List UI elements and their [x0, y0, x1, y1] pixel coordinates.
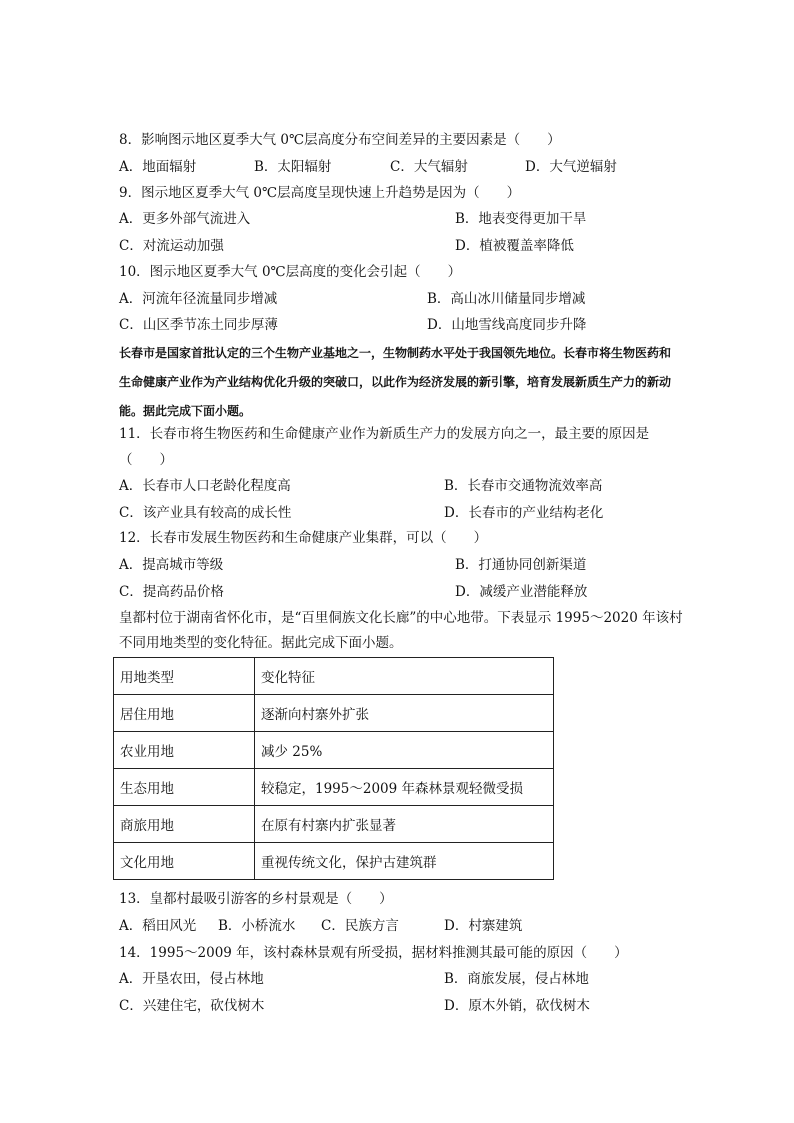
question-8-option-d: D．大气逆辐射 [525, 159, 617, 175]
question-14-option-b: B．商旅发展，侵占林地 [444, 971, 589, 987]
table-header-row [114, 658, 554, 695]
table-cell: 逐渐向村寨外扩张 [255, 695, 554, 732]
table-header-cell: 变化特征 [255, 658, 554, 695]
question-9-option-d: D．植被覆盖率降低 [455, 238, 574, 254]
question-14-option-a: A．开垦农田，侵占林地 [119, 971, 264, 987]
question-10-option-b: B．高山冰川储量同步增减 [427, 291, 586, 307]
table-row [114, 769, 554, 806]
table-cell: 在原有村寨内扩张显著 [255, 806, 554, 843]
question-9-option-b: B．地表变得更加干旱 [455, 211, 587, 227]
question-12-option-c: C．提高药品价格 [119, 584, 224, 600]
question-14-option-c: C．兴建住宅，砍伐树木 [119, 998, 265, 1014]
question-10-option-c: C．山区季节冻土同步厚薄 [119, 317, 278, 333]
question-13-option-c: C．民族方言 [321, 918, 399, 934]
table-cell: 减少 25% [255, 732, 554, 769]
table-row [114, 695, 554, 732]
question-10-option-d: D．山地雪线高度同步升降 [427, 317, 587, 333]
question-11-stem: 11．长春市将生物医药和生命健康产业作为新质生产力的发展方向之一，最主要的原因是 [119, 426, 650, 442]
question-8-stem: 8．影响图示地区夏季大气 0℃层高度分布空间差异的主要因素是（ ） [119, 132, 561, 148]
question-9-stem: 9．图示地区夏季大气 0℃层高度呈现快速上升趋势是因为（ ） [119, 185, 521, 201]
table-row [114, 843, 554, 880]
question-11-option-c: C．该产业具有较高的成长性 [119, 505, 292, 521]
table-cell: 较稳定，1995～2009 年森林景观轻微受损 [255, 769, 554, 806]
question-13-option-d: D．村寨建筑 [444, 918, 523, 934]
question-10-option-a: A．河流年径流量同步增减 [119, 291, 278, 307]
question-8-option-b: B．太阳辐射 [254, 159, 332, 175]
table-cell: 商旅用地 [114, 806, 255, 843]
table-cell: 重视传统文化，保护古建筑群 [255, 843, 554, 880]
question-13-option-b: B．小桥流水 [218, 918, 296, 934]
table-header-cell: 用地类型 [114, 658, 255, 695]
table-cell: 生态用地 [114, 769, 255, 806]
question-11-option-d: D．长春市的产业结构老化 [444, 505, 604, 521]
passage-changchun: 长春市是国家首批认定的三个生物产业基地之一，生物制药水平处于我国领先地位。长春市将生物医药和生命健康产业作为产业结构优化升级的突破口，以此作为经济发展的新引擎，培育发展新质生产力的新动能。据此完成下面小题。 [119, 346, 672, 418]
table-row [114, 732, 554, 769]
land-use-table [113, 657, 554, 880]
question-8-option-c: C．大气辐射 [390, 159, 468, 175]
question-10-stem: 10．图示地区夏季大气 0℃层高度的变化会引起（ ） [119, 264, 462, 280]
table-row [114, 806, 554, 843]
question-14-stem: 14．1995～2009 年，该村森林景观有所受损，据材料推测其最可能的原因（ ） [119, 945, 628, 961]
table-cell: 文化用地 [114, 843, 255, 880]
question-12-option-b: B．打通协同创新渠道 [455, 557, 587, 573]
question-12-stem: 12．长春市发展生物医药和生命健康产业集群，可以（ ） [119, 530, 488, 546]
passage-huangdu-village: 皇都村位于湖南省怀化市，是“百里侗族文化长廊”的中心地带。下表显示 1995～2020 年该村不同用地类型的变化特征。据此完成下面小题。 [119, 610, 683, 651]
question-12-option-d: D．减缓产业潜能释放 [455, 584, 588, 600]
question-11-option-b: B．长春市交通物流效率高 [444, 478, 603, 494]
question-13-option-a: A．稻田风光 [119, 918, 197, 934]
question-9-option-c: C．对流运动加强 [119, 238, 224, 254]
question-8-option-a: A．地面辐射 [119, 159, 197, 175]
question-11-stem-continuation: （ ） [119, 452, 173, 468]
table-cell: 居住用地 [114, 695, 255, 732]
question-12-option-a: A．提高城市等级 [119, 557, 224, 573]
question-9-option-a: A．更多外部气流进入 [119, 211, 251, 227]
question-11-option-a: A．长春市人口老龄化程度高 [119, 478, 291, 494]
question-14-option-d: D．原木外销，砍伐树木 [444, 998, 590, 1014]
question-13-stem: 13．皇都村最吸引游客的乡村景观是（ ） [119, 891, 393, 907]
table-cell: 农业用地 [114, 732, 255, 769]
